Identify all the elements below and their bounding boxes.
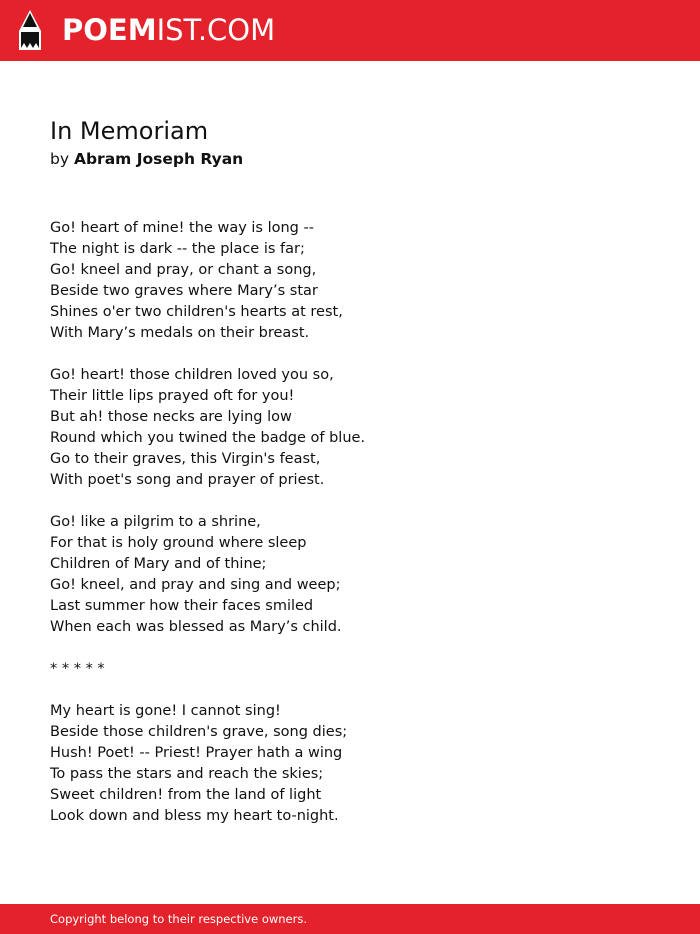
- stanza-1: [50, 218, 650, 344]
- poem-body: [50, 218, 650, 848]
- by-label: by: [50, 150, 70, 168]
- logo-bold-text: POEM: [62, 13, 157, 47]
- poem-heading: [50, 116, 650, 169]
- poem-line: But ah! those necks are lying low: [50, 409, 292, 425]
- poem-line: Their little lips prayed oft for you!: [50, 388, 295, 404]
- poem-line: Round which you twined the badge of blue.: [50, 430, 366, 446]
- author-name: Abram Joseph Ryan: [73, 150, 244, 168]
- poem-line: With poet's song and prayer of priest.: [50, 472, 325, 488]
- poem-line: Go! kneel and pray, or chant a song,: [50, 262, 317, 278]
- poem-line: Hush! Poet! -- Priest! Prayer hath a wing: [50, 745, 343, 761]
- pencil-icon[interactable]: [18, 9, 42, 51]
- site-footer: [0, 904, 700, 934]
- poem-line: For that is holy ground where sleep: [50, 535, 307, 551]
- stanza-2: [50, 365, 650, 491]
- poem-line: The night is dark -- the place is far;: [50, 241, 305, 257]
- poem-line: Go! heart! those children loved you so,: [50, 367, 334, 383]
- site-logo[interactable]: [62, 13, 275, 47]
- logo-light-text: IST.COM: [156, 13, 276, 47]
- poem-line: Shines o'er two children's hearts at rest,: [50, 304, 343, 320]
- page-title: In Memoriam: [50, 117, 209, 145]
- poem-line: Look down and bless my heart to-night.: [50, 808, 339, 824]
- poem-line: Sweet children! from the land of light: [50, 787, 322, 803]
- stanza-3: [50, 512, 650, 638]
- stanza-4: [50, 701, 650, 827]
- poem-line: Go! heart of mine! the way is long --: [50, 220, 314, 236]
- poem-line: Children of Mary and of thine;: [50, 556, 267, 572]
- poem-line: Go! like a pilgrim to a shrine,: [50, 514, 261, 530]
- poem-line: With Mary’s medals on their breast.: [50, 325, 310, 341]
- poem-line: To pass the stars and reach the skies;: [50, 766, 324, 782]
- poem-line: Go to their graves, this Virgin's feast,: [50, 451, 321, 467]
- poem-line: Beside those children's grave, song dies;: [50, 724, 348, 740]
- poem-line: Last summer how their faces smiled: [50, 598, 314, 614]
- poem-line: Go! kneel, and pray and sing and weep;: [50, 577, 341, 593]
- poem-line: When each was blessed as Mary’s child.: [50, 619, 342, 635]
- copyright-text: Copyright belong to their respective owners.: [50, 912, 308, 926]
- site-header: [0, 0, 700, 61]
- poem-line: My heart is gone! I cannot sing!: [50, 703, 281, 719]
- poem-line: Beside two graves where Mary’s star: [50, 283, 318, 299]
- stanza-separator: * * * * *: [50, 661, 105, 677]
- byline: [50, 149, 650, 169]
